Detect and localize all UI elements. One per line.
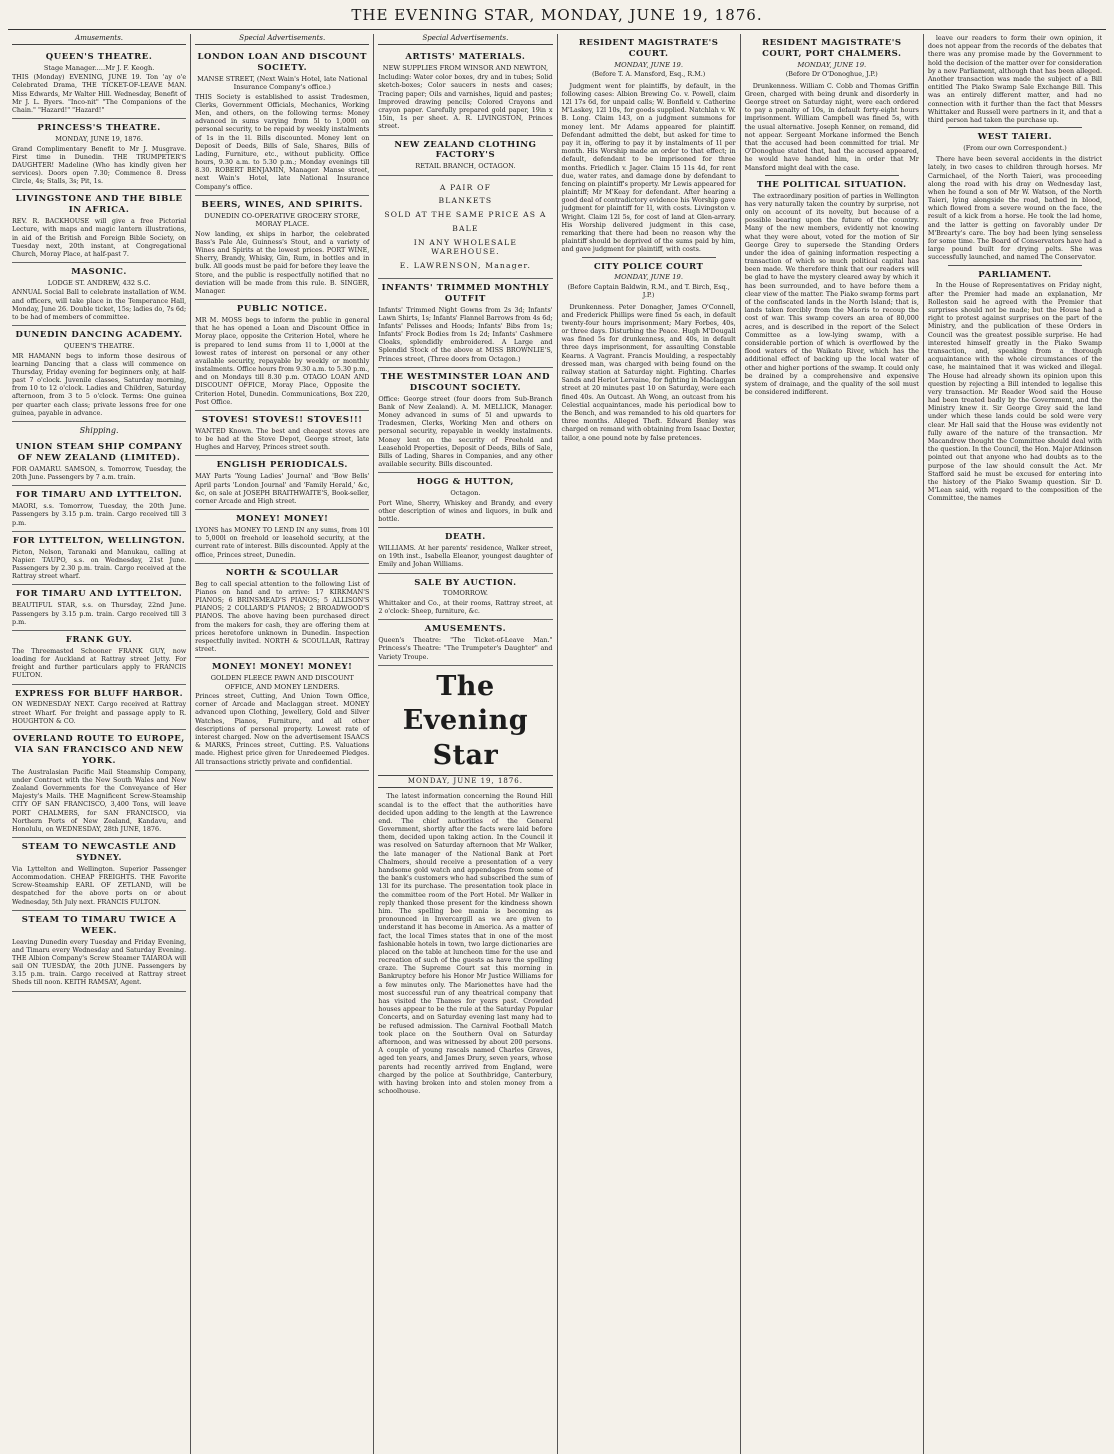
ad-body: ANNUAL Social Ball to celebrate installation of W.M. and officers, will take place in the Temperance Hall, Monday, June 26. Double ticket, 15s; ladies do, 7s 6d; to be had of members of committee. bbox=[12, 288, 187, 322]
divider bbox=[948, 127, 1082, 128]
ad-title: QUEEN'S THEATRE. bbox=[45, 51, 153, 62]
ad-body: Via Lyttelton and Wellington. Superior Passenger Accommodation. CHEAP FREIGHTS. THE Favorite Screw-Steamship EARL OF ZETLAND, will be despatched for the above ports on or about Wednesday, 5th July next. FRANCIS FULTON. bbox=[12, 864, 187, 906]
ad-title: INFANTS' TRIMMED MONTHLY OUTFIT bbox=[381, 282, 550, 304]
continued-article bbox=[928, 34, 1102, 124]
article-meta: (Before Dr O'Donoghue, J.P.) bbox=[785, 70, 878, 79]
ad-body: Queen's Theatre: "The Ticket-of-Leave Man." Princess's Theatre: "The Trumpeter's Daughter" and Variety Troupe. bbox=[378, 636, 553, 661]
advertisement bbox=[195, 48, 369, 196]
parliament-article bbox=[928, 270, 1102, 503]
ad-body: Including: Water color boxes, dry and in tubes; Solid sketch-boxes; Color saucers in nests and cases; Tracing paper; Oils and varnishes, liquid and pastes; Improved drawing pencils; Colored Crayons and crayon paper. Carefully prepared gold paper, 19in x 15in, 1s per sheet. A. R. LIVINGSTON, Princes street. bbox=[378, 73, 553, 131]
ad-body: Leaving Dunedin every Tuesday and Friday Evening, and Timaru every Wednesday and Saturday Evening. THE Albion Company's Screw Steamer TAIAROA will sail ON TUESDAY, the 20th JUNE. Passengers by 3.15 p.m. train. Cargo received at Rattray street Sheds till noon. KEITH RAMSAY, Agent. bbox=[12, 937, 187, 987]
advertisement bbox=[195, 196, 369, 300]
advertisement bbox=[378, 279, 552, 368]
special-ads bbox=[195, 48, 369, 771]
ad-title: NORTH & SCOULLAR bbox=[225, 567, 339, 578]
ad-body: MAORI, s.s. Tomorrow, Tuesday, the 20th June. Passengers by 3.15 p.m. train. Cargo received till 3 p.m. bbox=[12, 502, 187, 527]
leader-text: The latest information concerning the Round Hill scandal is to the effect that the authorities have decided upon adding to the length at the Lawrence end. The chief authorities of the General Government, shortly after the facts were laid before them, decided upon taking action. In the Council it was resolved on Saturday afternoon that Mr Walker, the late manager of the National Bank at Port Chalmers, should receive a presentation of a very handsome gold watch and appendages from some of the bank's customers who had subscribed the sum of 13l for its purchase. The presentation took place in the committee room of the Port Hotel. Mr Walker in reply thanked those present for the kindness shown him. The spelling bee mania is becoming as pronounced in Invercargill as we are given to understand it has become in America. As a matter of fact, the local Times states that in one of the most fashionable hotels in town, two large dictionaries are placed on the table at luncheon time for the use and recreation of such of the guests as have the spelling craze. The Supreme Court sat this morning in Bankruptcy before his Honor Mr Justice Williams for a few minutes only. The Marionettes have had the most successful run of any theatrical company that has visited the Thames for years past. Crowded houses appear to be the rule at the Saturday Popular Concerts, and on Saturday evening last many had to be refused admission. The Carnival Football Match took place on the Southern Oval on Saturday afternoon, and was witnessed by about 200 persons. A couple of young rascals named Charles Graves, aged ten years, and James Drury, seven years, whose parents had recently arrived from England, were charged by the police at Southbridge, Canterbury, with having broken into and stolen money from a schoolhouse. bbox=[378, 792, 553, 1096]
leader-article bbox=[378, 792, 552, 1095]
ad-body: Infants' Trimmed Night Gowns from 2s 3d; Infants' Lawn Shirts, 1s; Infants' Flannel Barrows from 4s 6d; Infants' Pelisses and Hoods; Infants' Bibs from 1s; Infants' Frock Bodies from 1s 2d; Infants' Cashmere Cloaks, splendidly embroidered. A Large and Splendid Stock of the above at MISS BROWNLIE'S, Princes street, (Three doors from Octagon.) bbox=[378, 305, 553, 363]
article-date: MONDAY, JUNE 19. bbox=[614, 273, 684, 282]
political-situation-article bbox=[745, 180, 919, 397]
article-text: Drunkenness. William C. Cobb and Thomas Griffin Green, charged with being drunk and disorderly in George street on Saturday night, were each ordered to pay a penalty of 10s, in default forty-eight hours imprisonment. William Campbell was fined 5s, with the usual alternative. Joseph Kenner, on remand, did not appear. Sergeant Morkane informed the Bench that the accused had been committed for trial. Mr O'Donoghue stated that, had the accused appeared, he would have handed him, in order that Mr Mansford might deal with the case. bbox=[744, 81, 919, 172]
ad-subtitle: LODGE ST. ANDREW, 432 S.C. bbox=[47, 279, 151, 288]
advertisement bbox=[12, 838, 186, 911]
amusement-ads bbox=[12, 48, 186, 422]
ad-title: BEERS, WINES, AND SPIRITS. bbox=[201, 199, 363, 210]
ad-title: MONEY! MONEY! MONEY! bbox=[212, 662, 353, 673]
ad-title: MASONIC. bbox=[71, 267, 127, 278]
article-title: WEST TAIERI. bbox=[977, 132, 1053, 143]
advertisement bbox=[378, 368, 552, 473]
article-text: Drunkenness. Peter Donagher, James O'Connell, and Frederick Phillips were fined 5s each, in default twenty-four hours imprisonment; Mary Forbes, 40s, or three days. Disturbing the Peace. Hugh M'Dougall was fined 5s for drunkenness, and 40s, in default three days imprisonment, for assaulting Constable Kearns. A Vagrant. Francis Moulding, a respectably dressed man, was charged with being found on the railway station at Saturday night. Fighting. Charles Sands and Heriot Lervaine, for fighting in Maclaggan street at 20 minutes past 10 on Saturday, were each fined 40s. An Outcast. Ah Wong, an outcast from his Celestial acquaintances, made his periodical bow to the Bench, and was remanded to his old quarters for three months. Alleged Theft. Edward Benley was charged on remand with obtaining from Isaac Dexter, tailor, a one pound note by false pretences. bbox=[561, 302, 736, 442]
article-text: There have been several accidents in the district lately, in two cases to children through horses. Mr Carmichael, of the North Taieri, was proceeding along the road with his dray on Wednesday last, when he found a son of Mr W. Watson, of the North Taieri, lying alongside the road, bathed in blood, which flowed from a severe wound on the face, the result of a kick from a horse. He took the lad home, and the latter is getting on favorably under Dr M'Brearty's care. The boy had been lying senseless for some time. The Board of Conservators have had a large pound built for drying pelts. She was successfully launched, and named The Conservator. bbox=[927, 155, 1103, 262]
ad-title: UNION STEAM SHIP COMPANY OF NEW ZEALAND (LIMITED). bbox=[15, 442, 183, 464]
advertisement bbox=[12, 631, 186, 685]
advertisement bbox=[12, 532, 186, 586]
ad-title: OVERLAND ROUTE TO EUROPE, VIA SAN FRANCISCO AND NEW YORK. bbox=[13, 733, 185, 766]
column-1 bbox=[8, 34, 191, 1454]
ad-title: ARTISTS' MATERIALS. bbox=[405, 51, 526, 62]
newspaper-nameplate: The Evening Star bbox=[402, 670, 529, 771]
column-3 bbox=[374, 34, 557, 1454]
west-taieri-article bbox=[928, 132, 1102, 262]
ad-subtitle: QUEEN'S THEATRE. bbox=[63, 342, 135, 351]
ad-body: WANTED Known. The best and cheapest stoves are to be had at the Stove Depot, George street, late Hughes and Harvey, Princes street south. bbox=[195, 426, 370, 452]
blanket-ad-line: BALE bbox=[452, 223, 479, 233]
blanket-ad bbox=[378, 176, 552, 279]
article-title: RESIDENT MAGISTRATE'S COURT, PORT CHALMERS. bbox=[762, 38, 902, 59]
column-6 bbox=[924, 34, 1106, 1454]
ad-title: STEAM TO TIMARU TWICE A WEEK. bbox=[21, 914, 177, 936]
ad-title: PRINCESS'S THEATRE. bbox=[37, 123, 161, 134]
advertisement bbox=[378, 620, 552, 665]
column-header: Amusements. bbox=[12, 34, 186, 45]
article-meta: (Before Captain Baldwin, R.M., and T. Birch, Esq., J.P.) bbox=[567, 283, 730, 300]
ad-title: THE WESTMINSTER LOAN AND DISCOUNT SOCIETY. bbox=[380, 371, 551, 393]
ad-body: The Threemasted Schooner FRANK GUY, now loading for Auckland at Rattray street Jetty. For freight and further particulars apply to FRANCIS FULTON. bbox=[12, 646, 187, 680]
advertisement bbox=[12, 730, 186, 838]
ad-body: MAY Parts 'Young Ladies' Journal' and 'Bow Bells' April parts 'London Journal' and 'Family Herald,' &c, &c, on sale at JOSEPH BRAITHWAITE'S, Book-seller, corner Arcade and High street. bbox=[195, 472, 370, 505]
ad-body: The Australasian Pacific Mail Steamship Company, under Contract with the New South Wales and New Zealand Governments for the Conveyance of Her Majesty's Mails. THE Magnificent Screw-Steamship CITY OF SAN FRANCISCO, 3,400 Tons, will leave PORT CHALMERS, for SAN FRANCISCO, via Northern Ports of New Zealand, Kandavu, and Honolulu, on WEDNESDAY, 28th JUNE, 1876. bbox=[12, 767, 187, 833]
advertisement bbox=[195, 510, 369, 564]
ad-title: SALE BY AUCTION. bbox=[414, 577, 517, 588]
ad-body: THIS (Monday) EVENING, JUNE 19. Ton 'ay o'e Celebrated Drama, THE TICKET-OF-LEAVE MAN. Miss Edwards, Mr Walter Hill. Wednesday, Benefit of Mr J. L. Byers. "Inco-nit" "The Companions of the Chain." "Hazard!" "Hazard!" bbox=[12, 73, 187, 115]
ad-body: FOR OAMARU. SAMSON, s. Tomorrow, Tuesday, the 20th June. Passengers by 7 a.m. train. bbox=[12, 465, 187, 482]
ad-subtitle: MONDAY, JUNE 19, 1876. bbox=[55, 135, 143, 144]
rm-court-article bbox=[562, 38, 736, 254]
advertisement bbox=[378, 48, 552, 136]
blanket-ad-line: A PAIR OF bbox=[439, 182, 492, 192]
special-ads-b bbox=[378, 279, 552, 666]
ad-body: Grand Complimentary Benefit to Mr J. Musgrave. First time in Dunedin. THE TRUMPETER'S DAUGHTER! Madeline (Who has kindly given her services). Doors open 7.30; Commence 8. Dress Circle, 4s; Stalls, 3s; Pit, 1s. bbox=[12, 144, 187, 186]
advertisement bbox=[195, 658, 369, 770]
article-text: The extraordinary position of parties in Wellington has very naturally taken the country by surprise, not only on account of its novelty, but because of a possible bearing upon the future of the country. Many of the new members, evidently not knowing what they were about, voted for the motion of Sir George Grey to supersede the Standing Orders under the idea of gaining information respecting a transaction of which so much political capital has been made. We therefore think that our readers will be glad to have the mystery cleared away by which it has been surrounded, and to have before them a clear view of the matter. The Piako swamp forms part of the confiscated lands in the North Island; that is, lands taken forcibly from the Maoris to recoup the cost of war. This swamp covers an area of 80,000 acres, and is described in the report of the Select Committee as a low-lying swamp, with a considerable portion of which is overflowed by the flood waters of the Waikato River, which has the additional effect of backing up the local water of other and higher portions of the swamp. It could only be drained by a comprehensive and expensive system of drainage, and the quality of the soil must be considered indifferent. bbox=[744, 191, 919, 397]
article-text: Judgment went for plaintiffs, by default, in the following cases: Albion Brewing Co. v. Powell, claim 12l 17s 6d, for unpaid calls; W. Bonfield v. Catherine M'Laskey, 12l 10s, for goods supplied. Natchlah v. W. B. Long. Claim 143, on a judgment summons for money lent. Mr Adams appeared for plaintiff. Defendant admitted the debt, but asked for time to pay it in, offering to pay it by instalments of 1l per month. His Worship made an order to that effect; in default, defendant to be imprisoned for three months. Friedlich v. Jager. Claim 15 11s 4d, for rent due, water rates, and damage done by defendant to fencing on plaintiff's property. Mr Lewis appeared for plaintiff; Mr M'Keay for defendant. After hearing a good deal of contradictory evidence his Worship gave judgment for plaintiff for 1l, with costs. Livingston v. Wright. Claim 12l 5s, for cost of land at Glen-arrary. His Worship delivered judgment in this case, remarking that there had been no reason why the plaintiff should be deprived of the sums paid by him, and gave judgment for plaintiff, with costs. bbox=[561, 81, 736, 254]
ad-title: STOVES! STOVES!! STOVES!!! bbox=[201, 415, 363, 426]
ad-title: FRANK GUY. bbox=[65, 634, 133, 645]
ad-subtitle: Octagon. bbox=[450, 489, 481, 498]
advertisement bbox=[12, 263, 186, 326]
port-chalmers-court-article bbox=[745, 38, 919, 172]
advertisement bbox=[378, 574, 552, 621]
ad-body: REV. R. BACKHOUSE will give a free Pictorial Lecture, with maps and magic lantern illustrations, in aid of the British and Foreign Bible Society, on Tuesday next, 20th instant, at Congregational Church, Moray Place, at half-past 7. bbox=[12, 217, 187, 258]
article-date: MONDAY, JUNE 19. bbox=[614, 60, 684, 69]
ad-body: Port Wine, Sherry, Whiskey and Brandy, and every other description of wines and liquors, in bulk and bottle. bbox=[378, 498, 553, 523]
ad-subtitle: NEW SUPPLIES FROM WINSOR AND NEWTON, bbox=[382, 63, 549, 72]
ad-title: AMUSEMENTS. bbox=[424, 624, 507, 635]
ad-subtitle: MANSE STREET, (Next Wain's Hotel, late National Insurance Company's office.) bbox=[197, 74, 368, 92]
ad-body: MR HAMANN begs to inform those desirous of learning Dancing that a class will commence on Thursday, Friday evening for beginners only, at half-past 7 o'clock. Juvenile classes, Saturday morning, from 10 to 12 o'clock. Ladies and Children, Saturday afternoon, from 3 to 5 o'clock. Terms: One guinea per quarter each class; private lessons free for one guinea, payable in advance. bbox=[12, 351, 187, 417]
advertisement bbox=[378, 136, 552, 176]
ad-title: FOR TIMARU AND LYTTELTON. bbox=[15, 490, 183, 501]
article-title: RESIDENT MAGISTRATE'S COURT. bbox=[578, 38, 719, 59]
advertisement bbox=[378, 473, 552, 528]
column-4 bbox=[558, 34, 741, 1454]
ad-body: WILLIAMS. At her parents' residence, Walker street, on 19th inst., Isabella Eleanor, youngest daughter of Emily and Johan Williams. bbox=[378, 544, 553, 569]
ad-body: ON WEDNESDAY NEXT. Cargo received at Rattray street Wharf. For freight and passage apply to R. HOUGHTON & CO. bbox=[12, 700, 187, 725]
ad-title: PUBLIC NOTICE. bbox=[236, 304, 328, 315]
advertisement bbox=[12, 486, 186, 531]
ad-subtitle: TOMORROW. bbox=[442, 589, 488, 598]
column-5 bbox=[741, 34, 924, 1454]
shipping-header: Shipping. bbox=[79, 426, 119, 436]
article-meta: (From our own Correspondent.) bbox=[963, 143, 1067, 152]
divider bbox=[765, 175, 899, 176]
ad-body: BEAUTIFUL STAR, s.s. on Thursday, 22nd June. Passengers by 3.15 p.m. train. Cargo received till 3 p.m. bbox=[12, 601, 187, 626]
article-meta: (Before T. A. Mansford, Esq., R.M.) bbox=[591, 70, 706, 79]
column-header: Special Advertisements. bbox=[195, 34, 369, 45]
page-masthead: THE EVENING STAR, MONDAY, JUNE 19, 1876. bbox=[8, 6, 1106, 30]
advertisement bbox=[195, 411, 369, 456]
shipping-ads bbox=[12, 438, 186, 991]
nameplate-date: MONDAY, JUNE 19, 1876. bbox=[378, 775, 552, 788]
ad-title: STEAM TO NEWCASTLE AND SYDNEY. bbox=[21, 842, 177, 863]
advertisement bbox=[12, 685, 186, 730]
article-title: PARLIAMENT. bbox=[978, 269, 1052, 280]
ad-body: Office: George street (four doors from Sub-Branch Bank of New Zealand). A. M. MELLICK, Manager. Money advanced in sums of 5l and upwards to Tradesmen, Clerks, Working Men and others on personal security, repayable in weekly instalments. Money lent on the security of Freehold and Leasehold Properties, Deposit of Deeds, Bills of Sale, Bills of Lading, Shares in Companies, and any other available security. Bills discounted. bbox=[378, 394, 553, 469]
ad-body: MR M. MOSS begs to inform the public in general that he has opened a Loan and Discount Office in Moray place, opposite the Criterion Hotel, where he is prepared to lend sums from 1l to 1,000l at the lowest rates of interest on personal or any other available security, repayable by weekly or monthly instalments. Office hours from 9.30 a.m. to 5.30 p.m., and on Mondays till 8.30 p.m. OTAGO LOAN AND DISCOUNT OFFICE, Moray Place, Opposite the Criterion Hotel, Dunedin. Communications, Box 220, Post Office. bbox=[195, 315, 370, 406]
ad-body: THIS Society is established to assist Tradesmen, Clerks, Government Officials, Mechanics, Working Men, and others, on the following terms: Money advanced in sums varying from 5l to 1,000l on personal security, to be repaid by weekly instalments of 1s in the 1l. Bills discounted. Money lent on Deposit of Deeds, Bills of Sale, Shares, Bills of Lading, Furniture, etc., without publicity. Office hours, 9.30 a.m. to 5.30 p.m.; Monday evenings till 8.30. ROBERT BENJAMIN, Manager. Manse street, next Wain's Hotel, late National Insurance Company's office. bbox=[195, 92, 370, 191]
advertisement bbox=[12, 585, 186, 630]
ad-body: LYONS has MONEY TO LEND IN any sums, from 10l to 5,000l on freehold or leasehold security, at the current rate of interest. Bills discounted. Apply at the office, Princes street, Dunedin. bbox=[195, 525, 370, 559]
ad-body: Now landing, ex ships in harbor, the celebrated Bass's Pale Ale, Guinness's Stout, and a variety of Wines and Spirits at the lowest prices. PORT WINE, Sherry, Brandy, Whisky, Gin, Rum, in bottles and in bulk. All goods must be paid for before they leave the Store, and the public is respectfully notified that no deviation will be made from this rule. B. SINGER, Manager. bbox=[195, 229, 370, 295]
ad-title: ENGLISH PERIODICALS. bbox=[216, 460, 348, 471]
advertisement bbox=[195, 300, 369, 411]
advertisement bbox=[195, 456, 369, 510]
ad-subtitle: Stage Manager.....Mr J. F. Keogh. bbox=[43, 63, 155, 72]
ad-title: LIVINGSTONE AND THE BIBLE IN AFRICA. bbox=[15, 194, 183, 216]
ad-subtitle: GOLDEN FLEECE PAWN AND DISCOUNT OFFICE, AND MONEY LENDERS. bbox=[210, 674, 354, 691]
column-header: Special Advertisements. bbox=[378, 34, 552, 45]
article-text: In the House of Representatives on Friday night, after the Premier had made an explanation, Mr Rolleston said he agreed with the Premier that surprises should not be made; but the House had a right to protest against surprises on the part of the Ministry, and the publication of these Orders in Council was the greatest possible surprise. He had interested himself greatly in the Piako Swamp transaction, and, speaking from a thorough acquaintance with the whole circumstances of the case, he maintained that it was wicked and illegal. The House had already shown its opinion upon this question by rejecting a Bill intended to legalise this very transaction. Mr Reader Wood said the House had been treated badly by the Government, and the Ministry knew it. Sir George Grey said the land under which these lands could be sold were very clear. Mr Hall said that the House was evidently not fully aware of the nature of the transaction. Mr Macandrew thought the Committee should deal with the question. In the Council, the Hon. Major Atkinson pointed out that anyone who had doubts as to the purpose of the law should consult the Act. Mr Stafford said he must be excused for entering into the history of the Piako Swamp question. Sir D. M'Lean said, with regard to the composition of the Committee, the names bbox=[927, 281, 1103, 503]
ad-body: Beg to call special attention to the following List of Pianos on hand and to arrive: 17 KIRKMAN'S PIANOS; 6 BRINSMEAD'S PIANOS; 5 ALLISON'S PIANOS; 2 COLLARD'S PIANOS; 2 BROADWOOD'S PIANOS. The above having been purchased direct from the makers for cash, they are offering them at prices heretofore unknown in Dunedin. Inspection respectfully invited. NORTH & SCOULLAR, Rattray street. bbox=[195, 579, 370, 654]
advertisement bbox=[378, 528, 552, 573]
ad-title: HOGG & HUTTON, bbox=[416, 477, 515, 488]
ad-title: DUNEDIN DANCING ACADEMY. bbox=[15, 330, 183, 341]
special-ads-a bbox=[378, 48, 552, 176]
ad-subtitle: RETAIL BRANCH, OCTAGON. bbox=[415, 162, 516, 171]
advertisement bbox=[12, 326, 186, 422]
ad-title: FOR LYTTELTON, WELLINGTON. bbox=[12, 535, 186, 546]
advertisement bbox=[12, 438, 186, 486]
advertisement bbox=[12, 48, 186, 119]
divider bbox=[948, 265, 1082, 266]
advertisement bbox=[12, 119, 186, 190]
ad-title: NEW ZEALAND CLOTHING FACTORY'S bbox=[394, 139, 537, 161]
advertisement bbox=[195, 564, 369, 659]
divider bbox=[582, 257, 716, 258]
police-court-article bbox=[562, 262, 736, 442]
ad-title: EXPRESS FOR BLUFF HARBOR. bbox=[15, 688, 184, 699]
ad-title: LONDON LOAN AND DISCOUNT SOCIETY. bbox=[197, 51, 368, 73]
article-date: MONDAY, JUNE 19. bbox=[797, 60, 867, 69]
ad-title: FOR TIMARU AND LYTTELTON. bbox=[15, 589, 183, 600]
advertisement bbox=[12, 190, 186, 263]
ad-body: Princes street, Cutting, And Union Town Office, corner of Arcade and Maclaggan street. MONEY advanced upon Clothing, Jewellery, Gold and Silver Watches, Pianos, Furniture, and all other descriptions of personal property. Lowest rate of interest charged. Now on the advertisement ISAACS & MARKS, Princes street, Cutting. P.S. Valuations made. Highest price given for Unredeemed Pledges. All transactions strictly private and confidential. bbox=[195, 692, 370, 766]
blanket-ad-line: IN ANY WHOLESALE WAREHOUSE. bbox=[413, 237, 518, 257]
columns bbox=[8, 34, 1106, 1454]
article-title: CITY POLICE COURT bbox=[593, 261, 704, 272]
column-2 bbox=[191, 34, 374, 1454]
article-text: leave our readers to form their own opinion, it does not appear from the records of the debates that there was any promise made by the Government to hold the decision of the matter over for consideration by a new Parliament, although that has been alleged. Another transaction was made the subject of a Bill entitled The Piako Swamp Sale Exchange Bill. This was an entirely different matter, and had no connection with it further than the fact that Messrs Whittaker and Russell were partners in it, and that a third person had taken the purchase up. bbox=[927, 34, 1103, 124]
ad-body: Whittaker and Co., at their rooms, Rattray street, at 2 o'clock: Sheep, furniture, &c. bbox=[378, 598, 553, 616]
ad-title: DEATH. bbox=[444, 532, 486, 543]
advertisement bbox=[12, 911, 186, 992]
article-title: THE POLITICAL SITUATION. bbox=[756, 179, 907, 190]
blanket-ad-line: BLANKETS bbox=[438, 196, 493, 206]
blanket-ad-line: E. LAWRENSON, Manager. bbox=[399, 261, 532, 271]
blanket-ad-line: SOLD AT THE SAME PRICE AS A bbox=[384, 210, 547, 220]
ad-body: Picton, Nelson, Taranaki and Manukau, calling at Napier. TAUPO, s.s. on Wednesday, 21st June. Passengers by 2.30 p.m. train. Cargo received at the Rattray street wharf. bbox=[12, 547, 187, 581]
ad-title: MONEY! MONEY! bbox=[236, 514, 329, 525]
ad-subtitle: DUNEDIN CO-OPERATIVE GROCERY STORE, MORAY PLACE. bbox=[204, 211, 361, 229]
